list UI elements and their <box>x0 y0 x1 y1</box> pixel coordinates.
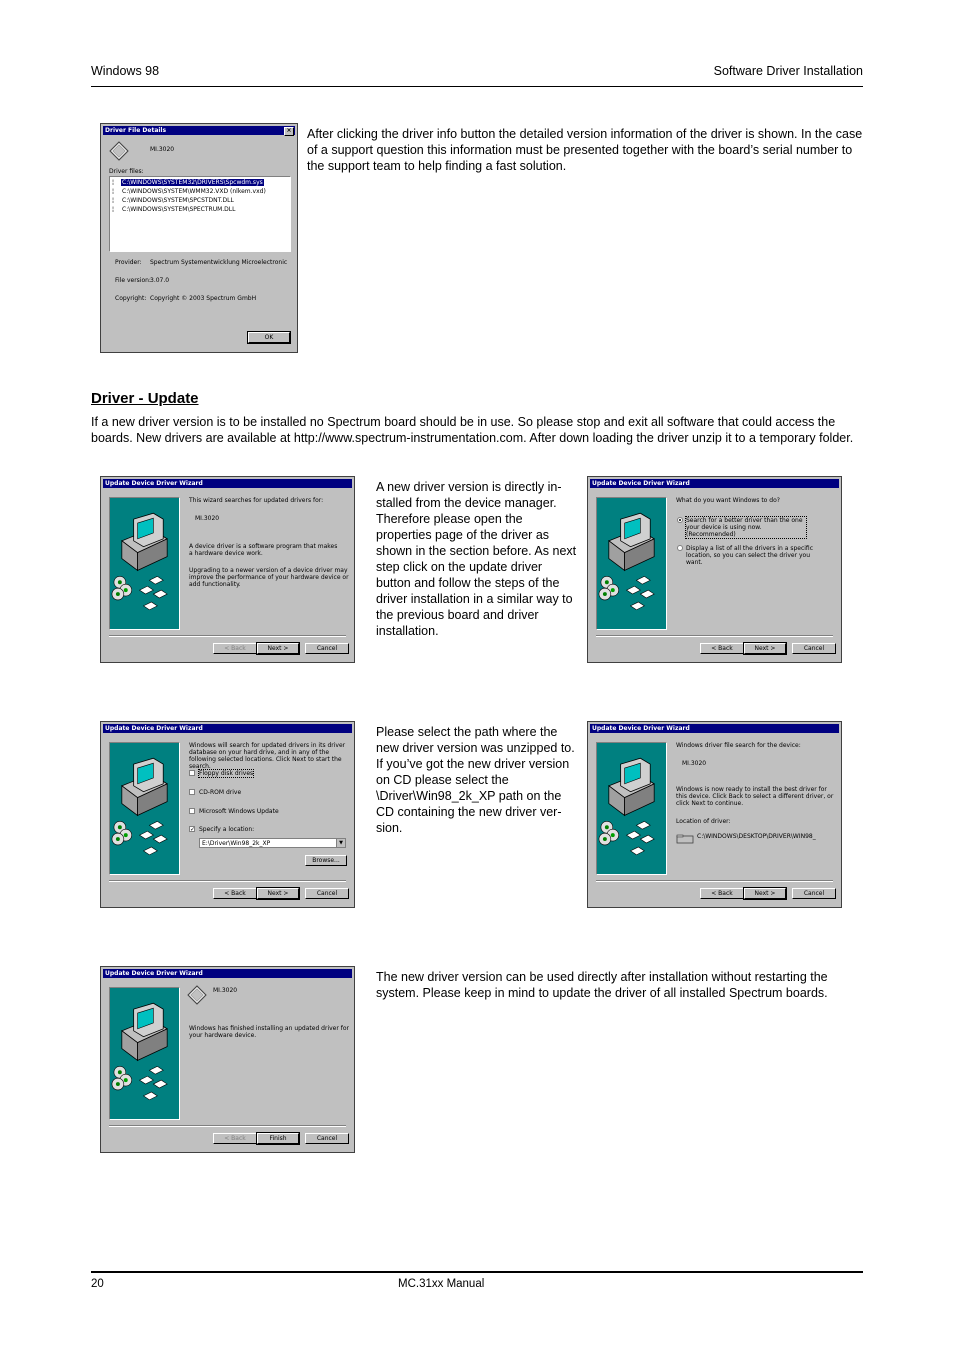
computer-illustration <box>109 987 180 1120</box>
intro-paragraph: After clicking the driver info button the detailed version information of the driver is shown. In the case of a support question this information must be presented together with the board’s serial number to the support team to help finding a fast solution. <box>307 127 863 173</box>
dialog-title: Driver File Details <box>105 127 167 134</box>
next-button[interactable]: Next > <box>744 643 786 654</box>
wizard-title-bar <box>103 479 352 488</box>
cdrom-label[interactable]: CD-ROM drive <box>199 789 242 796</box>
manual-name: MC.31xx Manual <box>398 1278 485 1290</box>
computer-illustration <box>596 497 667 630</box>
wizard-question: What do you want Windows to do? <box>676 497 780 504</box>
page-number: 20 <box>91 1278 104 1290</box>
driver-file-item[interactable]: C:\WINDOWS\SYSTEM\WMM32.VXD (nlkem.vxd) <box>122 188 266 195</box>
file-icon: ¦ <box>112 179 115 186</box>
computer-icon <box>597 743 666 874</box>
wizard-title-bar <box>103 969 352 978</box>
header-rule <box>91 86 863 87</box>
driver-files-label: Driver files: <box>109 168 144 175</box>
wizard-dialog-1 <box>100 476 355 663</box>
windows-update-label[interactable]: Microsoft Windows Update <box>199 808 279 815</box>
wizard-intro-text: This wizard searches for updated drivers for: <box>189 497 324 504</box>
separator <box>109 635 346 637</box>
wizard-title: Update Device Driver Wizard <box>105 970 203 977</box>
separator <box>109 880 346 882</box>
provider-label: Provider: <box>115 259 142 266</box>
wizard-dialog-5 <box>100 966 355 1153</box>
location-label: Location of driver: <box>676 818 731 825</box>
driver-file-item[interactable]: C:\WINDOWS\SYSTEM\SPCSTDNT.DLL <box>122 197 234 204</box>
floppy-label[interactable]: Floppy disk drives <box>199 770 254 777</box>
computer-illustration <box>109 497 180 630</box>
finish-button[interactable]: Finish <box>257 1133 299 1144</box>
cancel-button[interactable]: Cancel <box>305 643 349 654</box>
footer-rule <box>91 1271 863 1273</box>
device-name: MI.3020 <box>195 515 220 522</box>
search-radio[interactable] <box>677 517 683 523</box>
computer-icon <box>110 988 179 1119</box>
text-block-3: The new driver version can be used directly after installation without restarting the system. Please keep in mind to update the driver of all installed Spectrum boards. <box>376 970 828 1000</box>
separator <box>596 880 833 882</box>
driver-location: C:\WINDOWS\DESKTOP\DRIVER\WIN98_ <box>697 833 816 840</box>
header-right: Software Driver Installation <box>713 64 863 78</box>
copyright-value: Copyright © 2003 Spectrum GmbH <box>150 295 257 302</box>
search-option-label[interactable]: Search for a better driver than the one your device is using now. (Recommended) <box>686 517 806 538</box>
wizard-title: Update Device Driver Wizard <box>105 480 203 487</box>
wizard-dialog-2 <box>587 476 842 663</box>
text-block-1: A new driver version is directly in-stalled from the device manager. Therefore please open the properties page of the driver as shown in the section before. As next step click on the update driver button and follow the steps of the driver installation in a similar way to the previous board and driver installation. <box>376 480 577 638</box>
cancel-button[interactable]: Cancel <box>792 643 836 654</box>
next-button[interactable]: Next > <box>257 888 299 899</box>
list-option-label[interactable]: Display a list of all the drivers in a specific location, so you can select the driver you want. <box>686 545 814 566</box>
provider-value: Spectrum Systementwicklung Microelectronic <box>150 259 288 266</box>
section-paragraph: If a new driver version is to be installed no Spectrum board should be in use. So please stop and exit all software that could access the boards. New drivers are available at http://www.spectrum-instrumentation.com. After down loading the driver unzip it to a temporary folder. <box>91 415 854 445</box>
device-name: MI.3020 <box>213 987 238 994</box>
computer-icon <box>597 498 666 629</box>
wizard-intro-text: Windows will search for updated drivers in its driver database on your hard drive, and in any of the following selected locations. Click Next to start the search. <box>189 742 346 770</box>
cancel-button[interactable]: Cancel <box>305 1133 349 1144</box>
header-left: Windows 98 <box>91 64 160 78</box>
wizard-paragraph: Windows has finished installing an updated driver for your hardware device. <box>189 1025 349 1039</box>
text-block-2: Please select the path where the new driver version was unzipped to. If you’ve got the new driver version on CD please select the \Driver\Win98_2k_XP path on the CD containing the new driver ver-sion. <box>376 725 575 835</box>
driver-file-item[interactable]: C:\WINDOWS\SYSTEM32\DRIVERS\Spcwdm.sys <box>122 179 263 186</box>
computer-illustration <box>109 742 180 875</box>
cancel-button[interactable]: Cancel <box>305 888 349 899</box>
separator <box>109 1125 346 1127</box>
wizard-title: Update Device Driver Wizard <box>105 725 203 732</box>
windows-update-checkbox[interactable] <box>189 808 195 814</box>
close-button[interactable]: × <box>284 127 294 136</box>
cancel-button[interactable]: Cancel <box>792 888 836 899</box>
dialog-title-bar <box>103 126 295 135</box>
wizard-title: Update Device Driver Wizard <box>592 480 690 487</box>
device-icon <box>187 985 207 1005</box>
back-button[interactable]: < Back <box>213 1133 257 1144</box>
back-button[interactable]: < Back <box>213 643 257 654</box>
folder-icon <box>676 834 694 844</box>
computer-icon <box>110 498 179 629</box>
computer-illustration <box>596 742 667 875</box>
wizard-paragraph: A device driver is a software program that makes a hardware device work. <box>189 543 338 557</box>
back-button[interactable]: < Back <box>700 888 744 899</box>
location-value: E:\Driver\Win98_2k_XP <box>202 840 271 847</box>
device-icon <box>109 141 129 161</box>
back-button[interactable]: < Back <box>213 888 257 899</box>
driver-file-item[interactable]: C:\WINDOWS\SYSTEM\SPECTRUM.DLL <box>122 206 236 213</box>
section-heading: Driver - Update <box>91 390 199 407</box>
cdrom-checkbox[interactable] <box>189 789 195 795</box>
wizard-dialog-3 <box>100 721 355 908</box>
driver-file-details-dialog <box>100 123 298 353</box>
floppy-checkbox[interactable] <box>189 770 195 776</box>
file-version-label: File version: <box>115 277 151 284</box>
driver-files-list[interactable] <box>109 176 291 252</box>
separator <box>596 635 833 637</box>
next-button[interactable]: Next > <box>744 888 786 899</box>
file-icon: ¦ <box>112 197 115 204</box>
computer-icon <box>110 743 179 874</box>
file-version-value: 3.07.0 <box>150 277 170 284</box>
browse-button[interactable]: Browse... <box>305 855 347 866</box>
wizard-paragraph: Upgrading to a newer version of a device driver may improve the performance of your hardware device or add functionality. <box>189 567 349 588</box>
list-radio[interactable] <box>677 545 683 551</box>
location-combo[interactable] <box>199 838 346 848</box>
back-button[interactable]: < Back <box>700 643 744 654</box>
wizard-intro-text: Windows driver file search for the device: <box>676 742 801 749</box>
file-icon: ¦ <box>112 206 115 213</box>
wizard-title-bar <box>103 724 352 733</box>
wizard-title-bar <box>590 724 839 733</box>
wizard-dialog-4 <box>587 721 842 908</box>
device-name: MI.3020 <box>682 760 707 767</box>
next-button[interactable]: Next > <box>257 643 299 654</box>
chevron-down-icon[interactable]: ▼ <box>336 839 345 847</box>
device-name: MI.3020 <box>150 146 175 153</box>
specify-location-checkbox[interactable]: ✓ <box>190 826 196 833</box>
wizard-paragraph: Windows is now ready to install the best driver for this device. Click Back to select a different driver, or click Next to continue. <box>676 786 834 807</box>
wizard-title-bar <box>590 479 839 488</box>
copyright-label: Copyright: <box>115 295 147 302</box>
ok-button[interactable]: OK <box>248 332 290 343</box>
specify-location-label[interactable]: Specify a location: <box>199 826 255 833</box>
file-icon: ¦ <box>112 188 115 195</box>
wizard-title: Update Device Driver Wizard <box>592 725 690 732</box>
